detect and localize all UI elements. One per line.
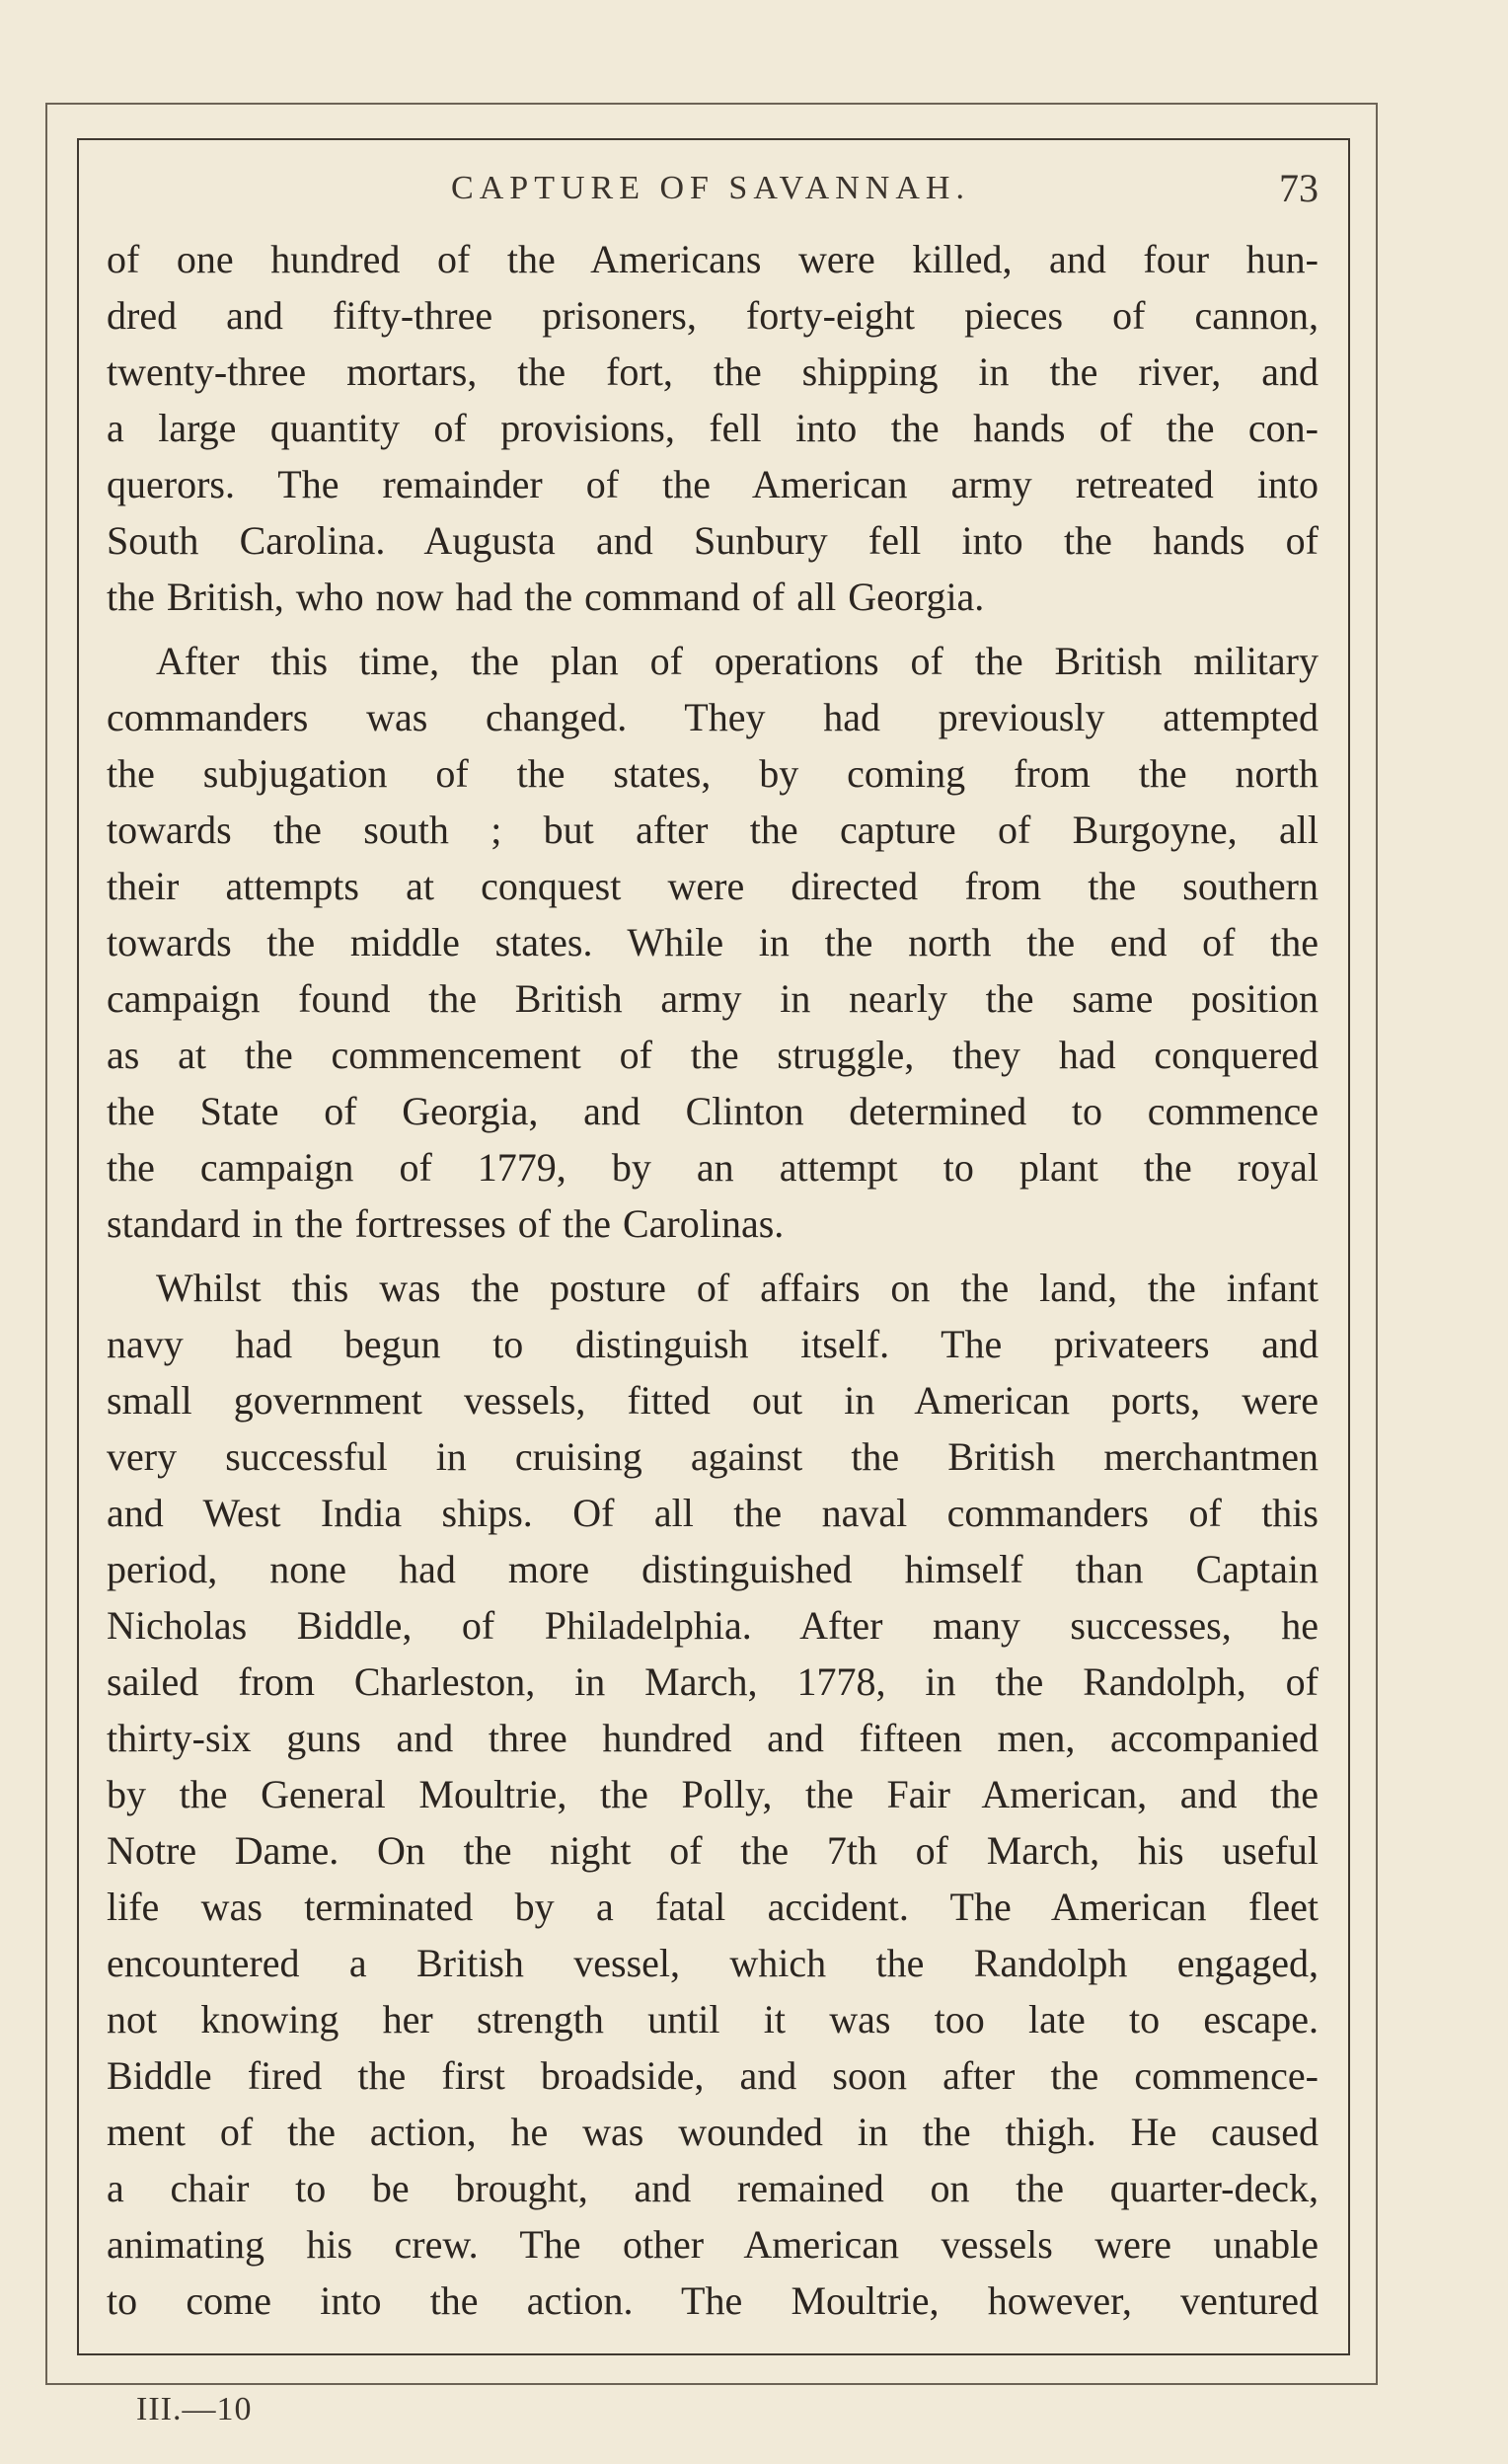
text-line: to come into the action. The Moultrie, however, ventured xyxy=(107,2278,1319,2323)
text-line: twenty-three mortars, the fort, the shipping in the river, and xyxy=(107,349,1319,394)
body-text xyxy=(107,231,1319,2329)
text-line: the State of Georgia, and Clinton determined to commence xyxy=(107,1089,1319,1133)
paragraph-gap xyxy=(107,1252,1319,1260)
text-line: towards the middle states. While in the north the end of the xyxy=(107,920,1319,964)
text-line: of one hundred of the Americans were killed, and four hun- xyxy=(107,237,1319,281)
text-line: small government vessels, fitted out in American ports, were xyxy=(107,1378,1319,1423)
running-head xyxy=(103,164,1319,213)
text-line: dred and fifty-three prisoners, forty-eight pieces of cannon, xyxy=(107,293,1319,338)
text-line: sailed from Charleston, in March, 1778, in the Randolph, of xyxy=(107,1659,1319,1704)
text-line: South Carolina. Augusta and Sunbury fell into the hands of xyxy=(107,518,1319,563)
page-number: 73 xyxy=(1279,166,1319,210)
signature-mark: III.—10 xyxy=(136,2391,253,2427)
text-line: commanders was changed. They had previously attempted xyxy=(107,695,1319,739)
text-line: Notre Dame. On the night of the 7th of March, his useful xyxy=(107,1828,1319,1873)
text-line: very successful in cruising against the British merchantmen xyxy=(107,1434,1319,1479)
text-line: by the General Moultrie, the Polly, the Fair American, and the xyxy=(107,1772,1319,1816)
paragraph xyxy=(107,633,1319,1252)
text-line: as at the commencement of the struggle, they had conquered xyxy=(107,1033,1319,1077)
text-line: querors. The remainder of the American army retreated into xyxy=(107,462,1319,506)
running-title: CAPTURE OF SAVANNAH. xyxy=(451,170,970,206)
text-line: their attempts at conquest were directed from the southern xyxy=(107,864,1319,908)
text-line: encountered a British vessel, which the Randolph engaged, xyxy=(107,1941,1319,1985)
text-line: ment of the action, he was wounded in the thigh. He caused xyxy=(107,2110,1319,2154)
text-line: the campaign of 1779, by an attempt to plant the royal xyxy=(107,1145,1319,1190)
text-line: standard in the fortresses of the Carolinas. xyxy=(107,1201,785,1246)
paragraph xyxy=(107,231,1319,625)
text-line: campaign found the British army in nearly the same position xyxy=(107,976,1319,1021)
text-line: a chair to be brought, and remained on the quarter-deck, xyxy=(107,2166,1319,2210)
text-line: Whilst this was the posture of affairs on the land, the infant xyxy=(156,1266,1319,1310)
text-line: After this time, the plan of operations of the British military xyxy=(156,639,1319,683)
text-line: navy had begun to distinguish itself. The privateers and xyxy=(107,1322,1319,1366)
text-line: Biddle fired the first broadside, and soon after the commence- xyxy=(107,2053,1319,2098)
text-line: towards the south ; but after the capture of Burgoyne, all xyxy=(107,808,1319,852)
text-line: and West India ships. Of all the naval commanders of this xyxy=(107,1491,1319,1535)
text-line: not knowing her strength until it was too late to escape. xyxy=(107,1997,1319,2041)
text-line: thirty-six guns and three hundred and fifteen men, accompanied xyxy=(107,1716,1319,1760)
text-line: animating his crew. The other American vessels were unable xyxy=(107,2222,1319,2267)
text-line: the subjugation of the states, by coming from the north xyxy=(107,751,1319,796)
paragraph-gap xyxy=(107,625,1319,633)
paragraph xyxy=(107,1260,1319,2329)
text-line: period, none had more distinguished himself than Captain xyxy=(107,1547,1319,1591)
text-line: a large quantity of provisions, fell into the hands of the con- xyxy=(107,406,1319,450)
text-line: life was terminated by a fatal accident. The American fleet xyxy=(107,1885,1319,1929)
text-line: the British, who now had the command of all Georgia. xyxy=(107,575,985,619)
text-line: Nicholas Biddle, of Philadelphia. After many successes, he xyxy=(107,1603,1319,1648)
